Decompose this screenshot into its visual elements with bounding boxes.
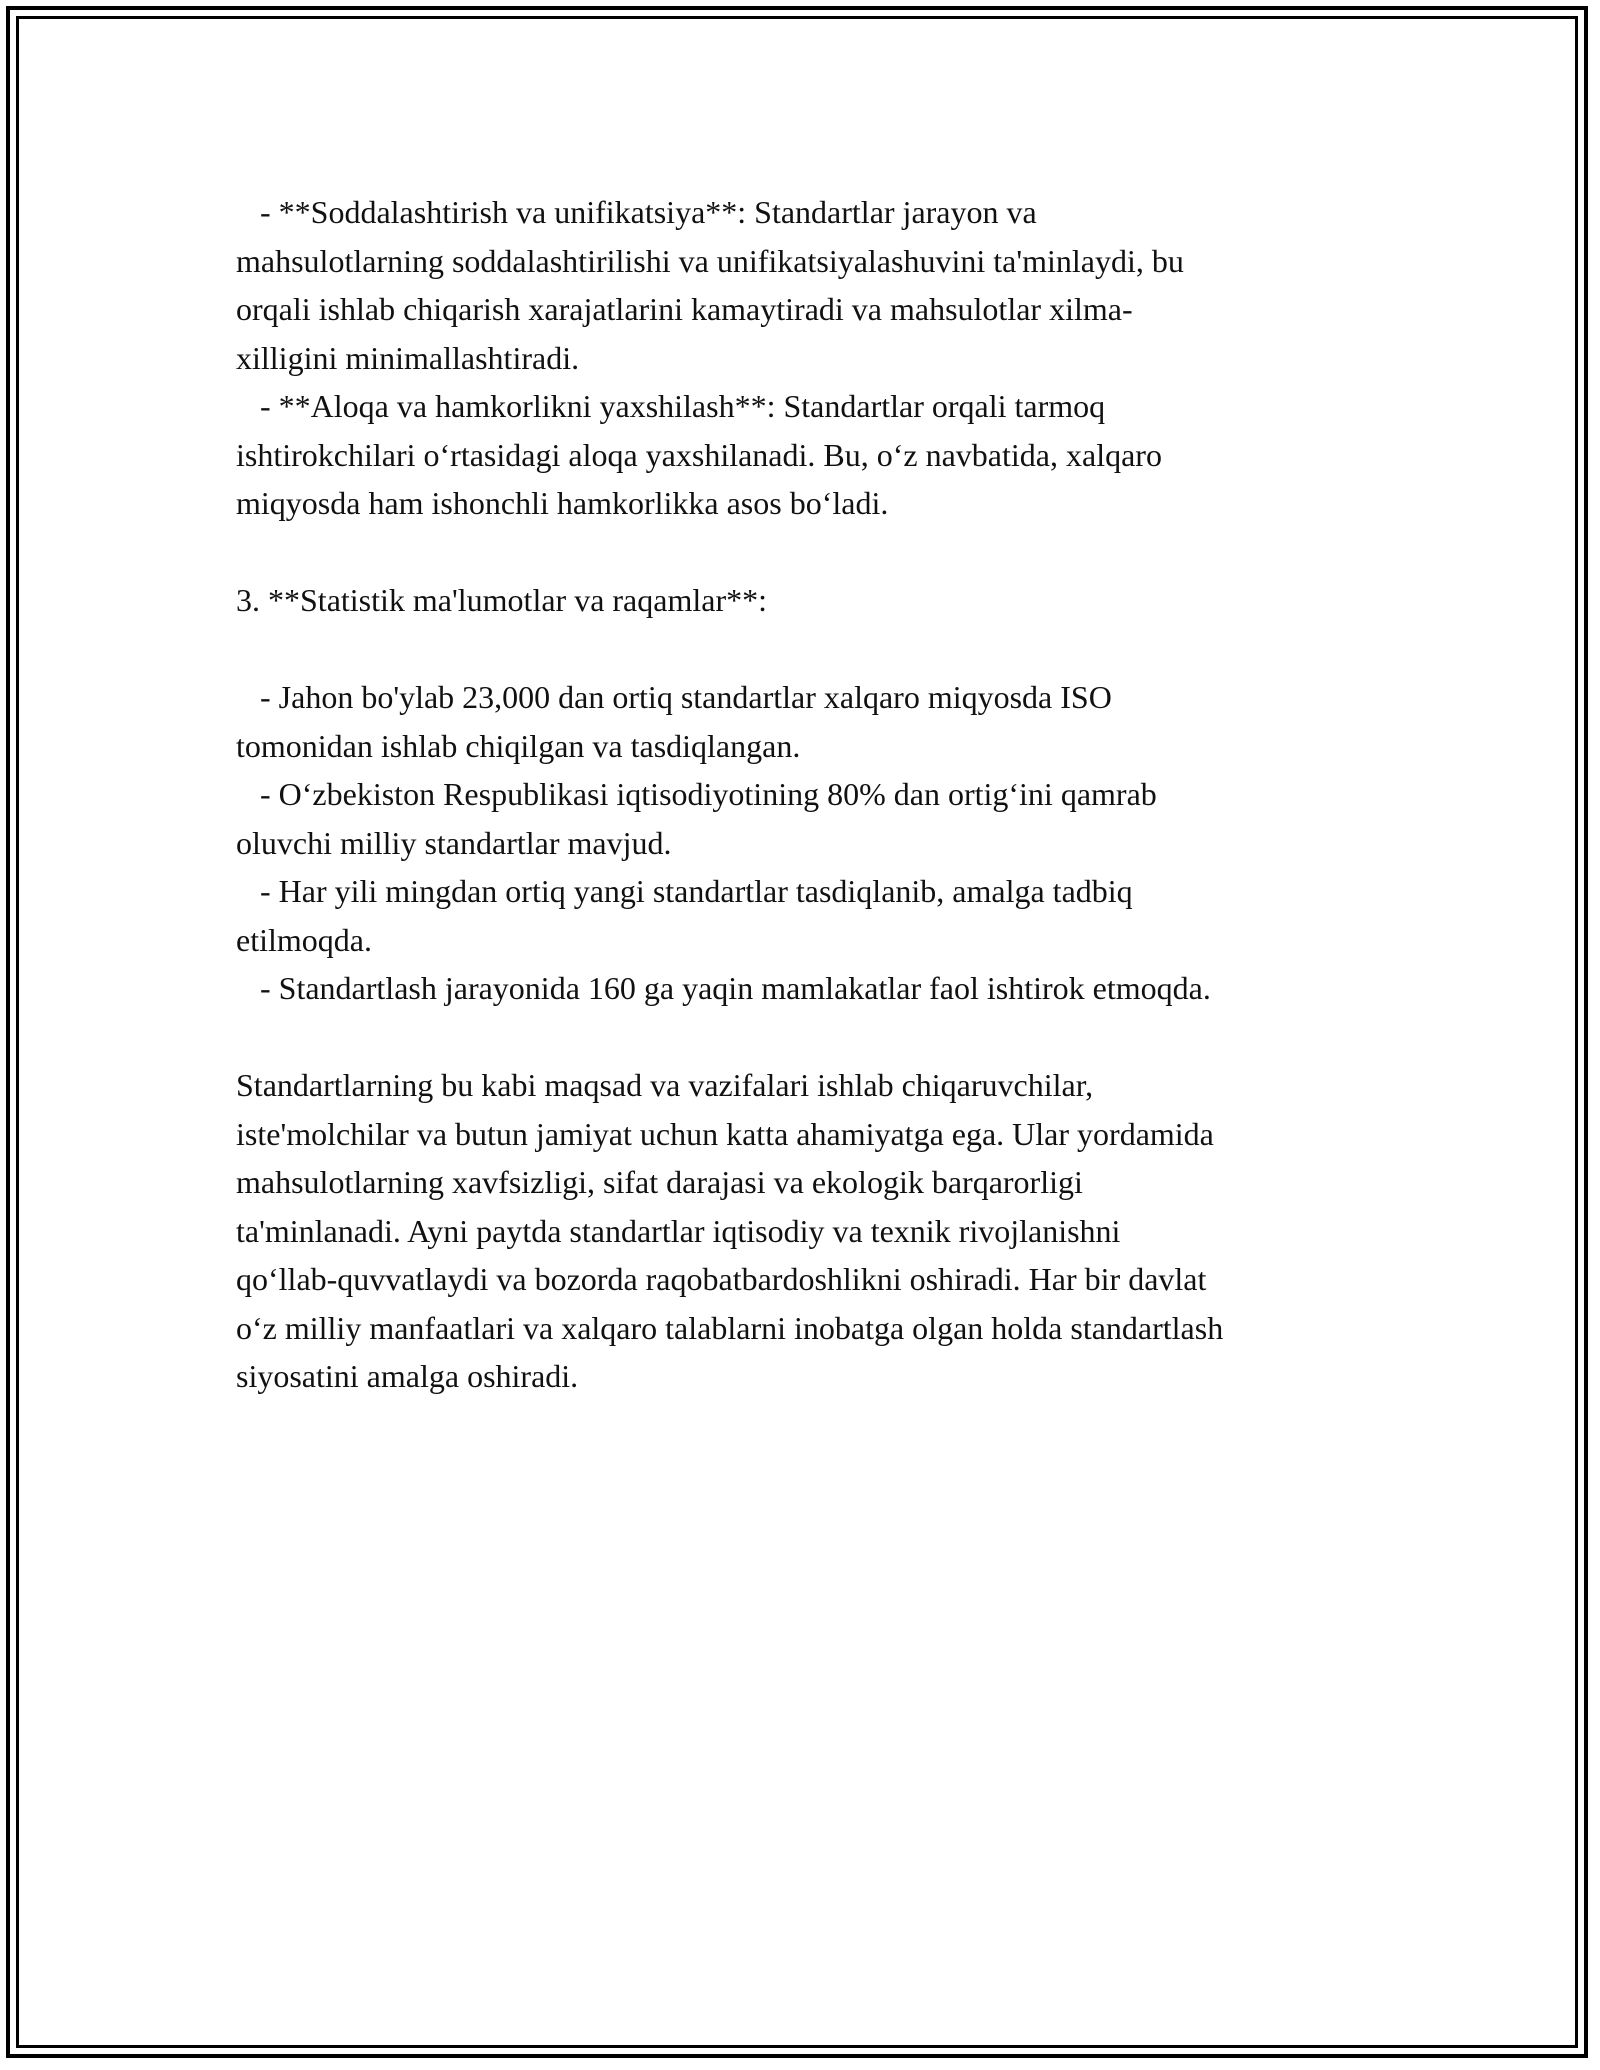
blank-line	[236, 528, 1386, 577]
text-line: oluvchi milliy standartlar mavjud.	[236, 824, 672, 861]
bullet-har-yili: - Har yili mingdan ortiq yangi standartlar tasdiqlanib, amalga tadbiq	[236, 873, 1133, 909]
text-line: siyosatini amalga oshiradi.	[236, 1358, 579, 1394]
blank-line	[236, 1013, 1386, 1062]
text-line: ishtirokchilari o‘rtasidagi aloqa yaxshilanadi. Bu, o‘z navbatida, xalqaro	[236, 436, 1162, 473]
text-line: qo‘llab-quvvatlaydi va bozorda raqobatbardoshlikni oshiradi. Har bir davlat	[236, 1261, 1207, 1297]
bullet-aloqa: - **Aloqa va hamkorlikni yaxshilash**: Standartlar orqali tarmoq	[236, 388, 1106, 424]
bullet-jahon: - Jahon bo'ylab 23,000 dan ortiq standartlar xalqaro miqyosda ISO	[236, 679, 1112, 715]
text-line: o‘z milliy manfaatlari va xalqaro talablarni inobatga olgan holda standartlash	[236, 1309, 1224, 1346]
text-line: etilmoqda.	[236, 921, 372, 958]
text-line: tomonidan ishlab chiqilgan va tasdiqlangan.	[236, 727, 801, 764]
bullet-ozbekiston: - O‘zbekiston Respublikasi iqtisodiyotining 80% dan ortig‘ini qamrab	[236, 776, 1157, 812]
blank-line	[236, 625, 1386, 674]
paragraph-conclusion: Standartlarning bu kabi maqsad va vazifalari ishlab chiqaruvchilar,	[236, 1067, 1094, 1103]
section-heading-statistik: 3. **Statistik ma'lumotlar va raqamlar**:	[236, 582, 767, 618]
bullet-standartlash: - Standartlash jarayonida 160 ga yaqin mamlakatlar faol ishtirok etmoqda.	[236, 970, 1211, 1006]
text-line: xilligini minimallashtiradi.	[236, 339, 580, 376]
text-line: iste'molchilar va butun jamiyat uchun katta ahamiyatga ega. Ular yordamida	[236, 1115, 1214, 1152]
text-line: miqyosda ham ishonchli hamkorlikka asos bo‘ladi.	[236, 485, 889, 521]
text-line: ta'minlanadi. Ayni paytda standartlar iqtisodiy va texnik rivojlanishni	[236, 1212, 1121, 1249]
text-line: mahsulotlarning soddalashtirilishi va unifikatsiyalashuvini ta'minlaydi, bu	[236, 242, 1184, 279]
bullet-soddalashtirish: - **Soddalashtirish va unifikatsiya**: Standartlar jarayon va	[236, 194, 1037, 230]
document-body	[236, 188, 1386, 1401]
text-line: mahsulotlarning xavfsizligi, sifat darajasi va ekologik barqarorligi	[236, 1164, 1083, 1200]
text-line: orqali ishlab chiqarish xarajatlarini kamaytiradi va mahsulotlar xilma-	[236, 291, 1133, 327]
